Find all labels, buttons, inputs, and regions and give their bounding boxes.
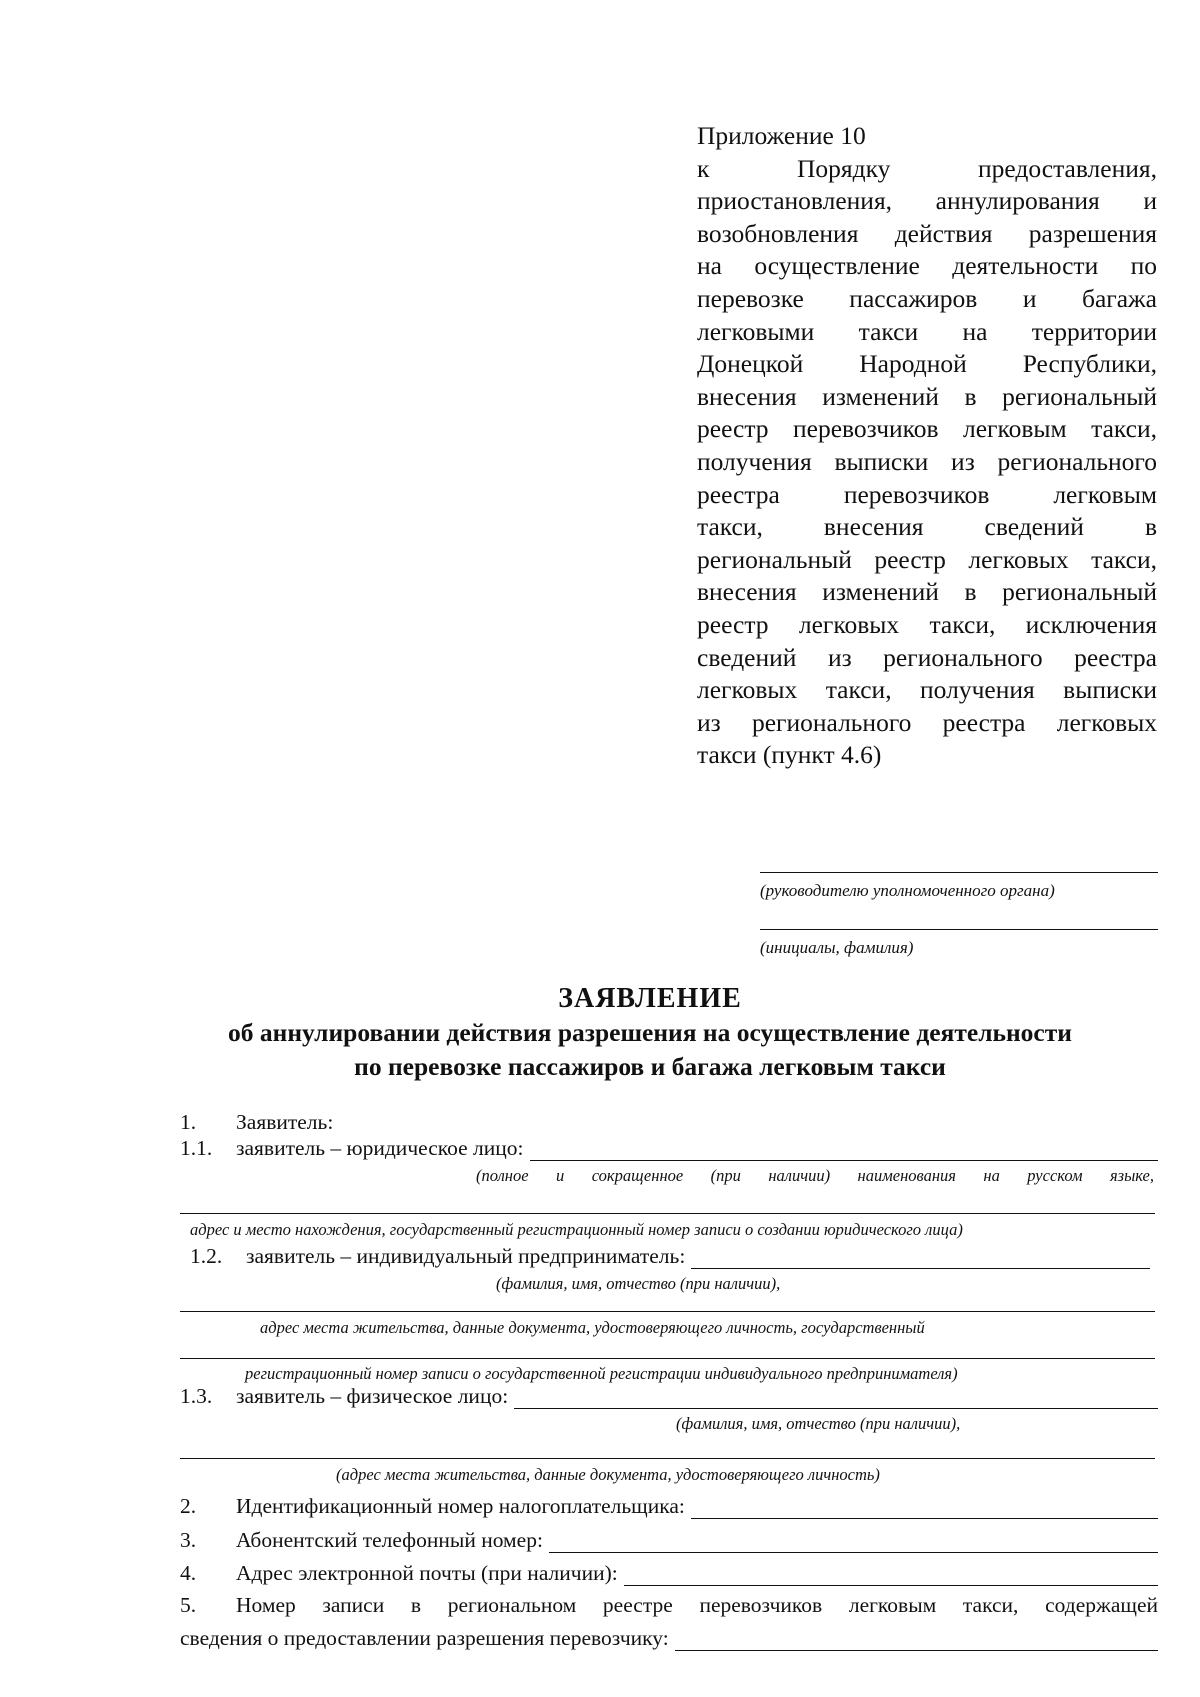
item-1-2-number: 1.2. [190, 1244, 223, 1268]
item-1-2-caption-3: регистрационный номер записи о государственной регистрации индивидуального предпринимателя) [245, 1364, 958, 1383]
item-4-number: 4. [180, 1561, 197, 1585]
item-3 [180, 1528, 1158, 1553]
appendix-line: такси, внесения сведений в [697, 512, 1157, 542]
item-1 [180, 1110, 1158, 1135]
item-1-2-label: заявитель – индивидуальный предприниматель: [246, 1244, 686, 1268]
appendix-line: реестра перевозчиков легковым [697, 479, 1157, 509]
taxpayer-id-field[interactable] [691, 1498, 1158, 1519]
item-1-1-label: заявитель – юридическое лицо: [236, 1136, 524, 1160]
item-1-2-caption-1: (фамилия, имя, отчество (при наличии), [496, 1274, 781, 1293]
appendix-line: Донецкой Народной Республики, [697, 349, 1157, 379]
item-1-3-label: заявитель – физическое лицо: [236, 1384, 509, 1408]
appendix-line: перевозке пассажиров и багажа [697, 283, 1157, 313]
item-1-2 [190, 1244, 1150, 1269]
item-1-label: Заявитель: [236, 1110, 334, 1134]
appendix-line: возобновления действия разрешения [697, 218, 1157, 248]
addressee-head-caption: (руководителю уполномоченного органа) [760, 881, 1055, 900]
item-3-label: Абонентский телефонный номер: [236, 1528, 543, 1552]
item-1-3-caption-1: (фамилия, имя, отчество (при наличии), [676, 1414, 961, 1433]
addressee-name-line[interactable] [760, 929, 1158, 930]
document-subtitle-line-2: по перевозке пассажиров и багажа легковым такси [354, 1052, 946, 1081]
appendix-line: реестр перевозчиков легковым такси, [697, 414, 1157, 444]
addressee-head-line[interactable] [760, 872, 1158, 873]
item-2 [180, 1494, 1158, 1519]
appendix-line: внесения изменений в региональный [697, 381, 1157, 411]
entrepreneur-field-line-2[interactable] [180, 1311, 1155, 1312]
addressee-name [760, 929, 1158, 957]
registry-record-field[interactable] [675, 1630, 1158, 1651]
appendix-line: такси (пункт 4.6) [697, 740, 882, 770]
item-1-1-caption-1: (полное и сокращенное (при наличии) наименования на русском языке, [476, 1166, 1154, 1185]
legal-entity-field[interactable] [530, 1140, 1159, 1161]
appendix-line: на осуществление деятельности по [697, 251, 1157, 281]
appendix-line: из регионального реестра легковых [697, 707, 1157, 737]
appendix-line: получения выписки из регионального [697, 446, 1157, 476]
natural-person-field[interactable] [514, 1388, 1158, 1409]
appendix-text [697, 153, 1157, 772]
appendix-line: реестр легковых такси, исключения [697, 609, 1157, 639]
appendix-line: внесения изменений в региональный [697, 577, 1157, 607]
document-title: ЗАЯВЛЕНИЕ [558, 983, 742, 1014]
appendix-block [697, 120, 1157, 772]
phone-field[interactable] [549, 1532, 1158, 1553]
item-5-label-line-1: Номер записи в региональном реестре перевозчиков легковым такси, содержащей [236, 1593, 1158, 1617]
item-5-number: 5. [180, 1593, 197, 1617]
item-1-3-caption-2: (адрес места жительства, данные документа, удостоверяющего личность) [336, 1465, 880, 1484]
item-1-number: 1. [180, 1110, 197, 1134]
item-2-label: Идентификационный номер налогоплательщика: [236, 1494, 685, 1518]
document-subtitle-line-1: об аннулировании действия разрешения на осуществление деятельности [228, 1018, 1072, 1047]
appendix-line: региональный реестр легковых такси, [697, 544, 1157, 574]
appendix-line: легковыми такси на территории [697, 316, 1157, 346]
addressee-name-caption: (инициалы, фамилия) [760, 938, 914, 957]
item-5-label-line-2: сведения о предоставлении разрешения перевозчику: [180, 1626, 669, 1650]
item-3-number: 3. [180, 1528, 197, 1552]
legal-entity-field-line-2[interactable] [180, 1213, 1155, 1214]
item-1-1 [180, 1136, 1158, 1161]
appendix-line: к Порядку предоставления, [697, 153, 1157, 183]
item-1-1-number: 1.1. [180, 1136, 213, 1160]
item-1-2-caption-2: адрес места жительства, данные документа, удостоверяющего личность, государственный [260, 1318, 925, 1337]
appendix-line: приостановления, аннулирования и [697, 186, 1157, 216]
item-4 [180, 1561, 1158, 1586]
item-4-label: Адрес электронной почты (при наличии): [236, 1561, 618, 1585]
appendix-line: сведений из регионального реестра [697, 642, 1157, 672]
natural-person-field-line-2[interactable] [180, 1458, 1155, 1459]
addressee-head [760, 872, 1158, 900]
item-2-number: 2. [180, 1494, 197, 1518]
item-1-3 [180, 1384, 1158, 1409]
entrepreneur-field[interactable] [691, 1248, 1150, 1269]
item-1-1-caption-2: адрес и место нахождения, государственный регистрационный номер записи о создании юридического лица) [190, 1220, 963, 1239]
item-5-continuation [180, 1626, 1158, 1651]
appendix-line: легковых такси, получения выписки [697, 675, 1157, 705]
item-5 [180, 1593, 1158, 1618]
appendix-title: Приложение 10 [697, 121, 866, 150]
email-field[interactable] [624, 1565, 1158, 1586]
item-1-3-number: 1.3. [180, 1384, 213, 1408]
entrepreneur-field-line-3[interactable] [180, 1358, 1155, 1359]
